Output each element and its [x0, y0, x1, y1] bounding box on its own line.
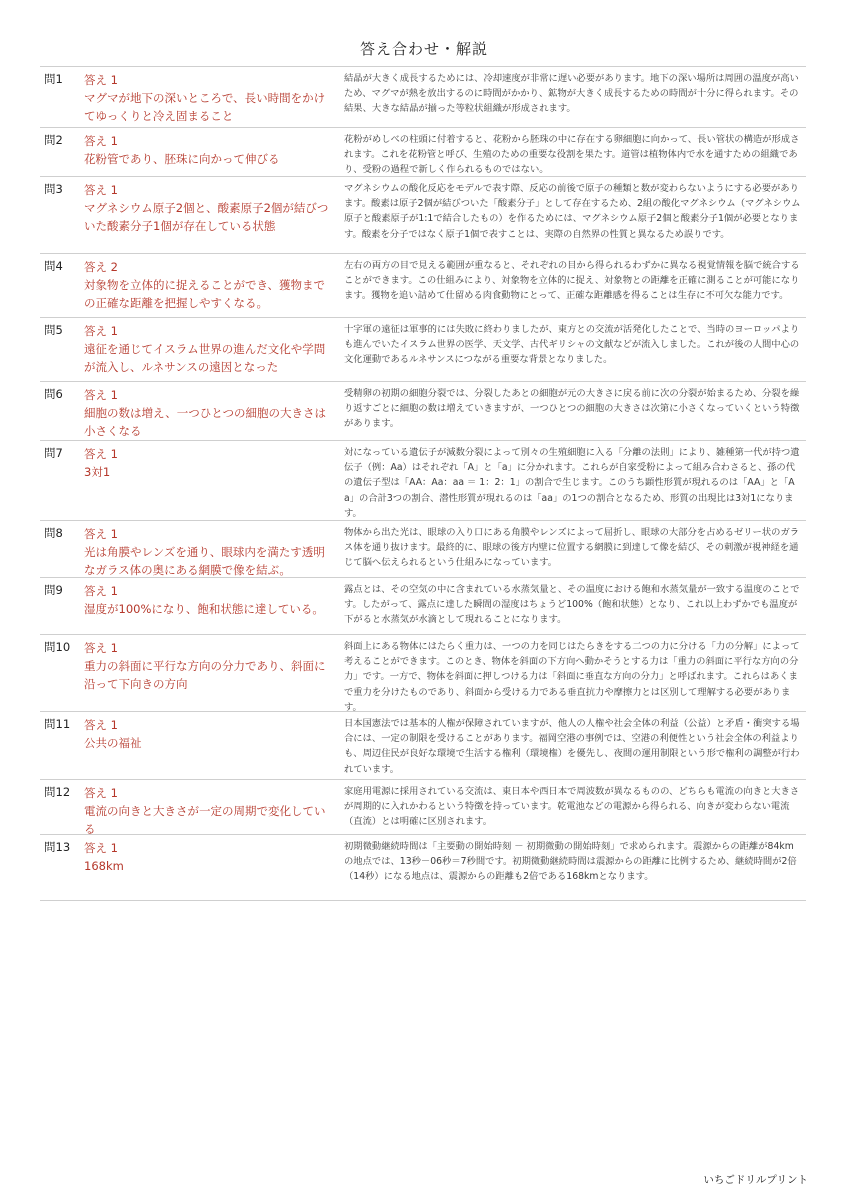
question-number: 問1	[44, 72, 63, 86]
answer-cell	[84, 582, 334, 618]
question-number: 問5	[44, 323, 63, 337]
answer-text: 168km	[84, 859, 124, 873]
answer-label: 答え 1	[84, 388, 118, 402]
answer-cell	[84, 181, 334, 235]
answer-label: 答え 1	[84, 527, 118, 541]
answer-text: 花粉管であり、胚珠に向かって伸びる	[84, 152, 280, 166]
answer-text: 湿度が100%になり、飽和状態に達している。	[84, 602, 324, 616]
question-number: 問3	[44, 182, 63, 196]
answer-row	[40, 521, 806, 578]
answer-row	[40, 441, 806, 521]
explanation-text: 物体から出た光は、眼球の入り口にある角膜やレンズによって屈折し、眼球の大部分を占めるゼリー状のガラス体を通り抜けます。最終的に、眼球の後方内壁に位置する網膜に到達して像を結び、その刺激が視神経を通じて脳へ伝えられるという仕組みになっています。	[344, 527, 800, 569]
answer-text: 電流の向きと大きさが一定の周期で変化している	[84, 804, 326, 836]
answer-row	[40, 578, 806, 635]
answer-row	[40, 254, 806, 318]
answer-text: 公共の福祉	[84, 736, 142, 750]
explanation-text: 十字軍の遠征は軍事的には失敗に終わりましたが、東方との交流が活発化したことで、当時のヨーロッパよりも進んでいたイスラム世界の医学、天文学、古代ギリシャの文献などが流入しました。これが後の人間中心の文化運動であるルネサンスにつながる重要な背景となりました。	[344, 324, 800, 366]
answer-row	[40, 382, 806, 441]
answer-row	[40, 835, 806, 901]
answer-cell	[84, 784, 334, 838]
answer-text: 細胞の数は増え、一つひとつの細胞の大きさは小さくなる	[84, 406, 326, 438]
answer-row	[40, 780, 806, 835]
answer-label: 答え 1	[84, 641, 118, 655]
explanation-text: 露点とは、その空気の中に含まれている水蒸気量と、その温度における飽和水蒸気量が一致する温度のことです。したがって、露点に達した瞬間の湿度はちょうど100%（飽和状態）となり、これ以上わずかでも温度が下がると水蒸気が水滴として現れることになります。	[344, 584, 800, 626]
answer-row	[40, 635, 806, 712]
explanation-text: 斜面上にある物体にはたらく重力は、一つの力を同じはたらきをする二つの力に分ける「力の分解」によって考えることができます。このとき、物体を斜面の下方向へ動かそうとする力は「重力の斜面に平行な方向の分力」です。一方で、物体を斜面に押しつける力は「斜面に垂直な方向の分力」と呼ばれます。これらはあくまで重力を分けたものであり、斜面から受ける力である垂直抗力や摩擦力とは区別して理解する必要があります。	[344, 641, 800, 713]
answer-row	[40, 318, 806, 382]
explanation-text: 左右の両方の目で見える範囲が重なると、それぞれの目から得られるわずかに異なる視覚情報を脳で統合することができます。この仕組みにより、対象物を立体的に捉え、対象物との距離を正確に測ることが可能になります。獲物を追い詰めて仕留める肉食動物にとって、正確な距離感を得ることは生存に不可欠な能力です。	[344, 260, 800, 302]
answer-text: 3対1	[84, 465, 111, 479]
answer-label: 答え 1	[84, 786, 118, 800]
answer-row	[40, 177, 806, 254]
answer-row	[40, 67, 806, 128]
answer-label: 答え 1	[84, 841, 118, 855]
answer-text: 対象物を立体的に捉えることができ、獲物までの正確な距離を把握しやすくなる。	[84, 278, 326, 310]
answer-cell	[84, 716, 334, 752]
answer-label: 答え 1	[84, 584, 118, 598]
explanation-text: 受精卵の初期の細胞分裂では、分裂したあとの細胞が元の大きさに戻る前に次の分裂が始まるため、分裂を繰り返すごとに細胞の数は増えていきますが、一つひとつの細胞の大きさは次第に小さくなっていくという特徴があります。	[344, 388, 800, 430]
page-title: 答え合わせ・解説	[359, 40, 488, 58]
answer-label: 答え 1	[84, 324, 118, 338]
explanation-text: 家庭用電源に採用されている交流は、東日本や西日本で周波数が異なるものの、どちらも電流の向きと大きさが周期的に入れかわるという特徴を持っています。乾電池などの電源から得られる、向きが変わらない電流（直流）とは明確に区別されます。	[344, 786, 800, 828]
answer-label: 答え 1	[84, 73, 118, 87]
explanation-text: 対になっている遺伝子が減数分裂によって別々の生殖細胞に入る「分離の法則」により、雑種第一代が持つ遺伝子（例：Aa）はそれぞれ「A」と「a」に分かれます。これらが自家受粉によって組み合わさると、孫の代の遺伝子型は「AA：Aa：aa ＝ 1：2：1」の割合で生じます。このうち顕性形質が現れるのは「AA」と「Aa」の合計3つの割合、潜性形質が現れるのは「aa」の1つの割合となるため、形質の出現比は3対1になります。	[344, 447, 800, 519]
answer-row	[40, 128, 806, 177]
question-number: 問10	[44, 640, 71, 654]
answer-cell	[84, 839, 334, 875]
answer-label: 答え 2	[84, 260, 118, 274]
footer-brand: いちごドリルプリント	[703, 1174, 808, 1186]
answer-text: マグネシウム原子2個と、酸素原子2個が結びついた酸素分子1個が存在している状態	[84, 201, 329, 233]
answer-row	[40, 712, 806, 780]
answer-cell	[84, 132, 334, 168]
answer-cell	[84, 258, 334, 312]
question-number: 問12	[44, 785, 71, 799]
explanation-text: マグネシウムの酸化反応をモデルで表す際、反応の前後で原子の種類と数が変わらないようにする必要があります。酸素は原子2個が結びついた「酸素分子」として存在するため、2組の酸化マグネシウム（マグネシウム原子と酸素原子が1:1で結合したもの）を作るためには、マグネシウム原子2個と酸素分子1個が必要となります。酸素を分子ではなく原子1個で表すことは、実際の自然界の性質と異なるため誤りです。	[344, 183, 801, 240]
question-number: 問11	[44, 717, 71, 731]
answer-cell	[84, 386, 334, 440]
answer-text: 遠征を通じてイスラム世界の進んだ文化や学問が流入し、ルネサンスの遠因となった	[84, 342, 326, 374]
question-number: 問6	[44, 387, 63, 401]
answer-cell	[84, 445, 334, 481]
question-number: 問13	[44, 840, 71, 854]
answer-cell	[84, 322, 334, 376]
explanation-text: 結晶が大きく成長するためには、冷却速度が非常に遅い必要があります。地下の深い場所は周囲の温度が高いため、マグマが熱を放出するのに時間がかかり、鉱物が大きく成長するための時間が十分に得られます。その結果、大きな結晶が揃った等粒状組織が形成されます。	[344, 73, 799, 115]
question-number: 問4	[44, 259, 63, 273]
answer-text: 重力の斜面に平行な方向の分力であり、斜面に沿って下向きの方向	[84, 659, 326, 691]
answer-text: 光は角膜やレンズを通り、眼球内を満たす透明なガラス体の奥にある網膜で像を結ぶ。	[84, 545, 325, 577]
answer-label: 答え 1	[84, 183, 118, 197]
question-number: 問2	[44, 133, 63, 147]
explanation-text: 日本国憲法では基本的人権が保障されていますが、他人の人権や社会全体の利益（公益）と矛盾・衝突する場合には、一定の制限を受けることがあります。福岡空港の事例では、空港の利便性という社会全体の利益よりも、周辺住民が良好な環境で生活する権利（環境権）を優先し、夜間の運用制限という形で権利の調整が行われています。	[344, 718, 800, 775]
answer-table	[40, 66, 806, 901]
answer-label: 答え 1	[84, 134, 118, 148]
answer-label: 答え 1	[84, 447, 118, 461]
question-number: 問8	[44, 526, 63, 540]
answer-label: 答え 1	[84, 718, 118, 732]
answer-cell	[84, 639, 334, 693]
explanation-text: 初期微動継続時間は「主要動の開始時刻 － 初期微動の開始時刻」で求められます。震源からの距離が84kmの地点では、13秒－06秒＝7秒間です。初期微動継続時間は震源からの距離に比例するため、継続時間が2倍（14秒）になる地点は、震源からの距離も2倍である168kmとなります。	[344, 841, 797, 883]
question-number: 問7	[44, 446, 63, 460]
explanation-text: 花粉がめしべの柱頭に付着すると、花粉から胚珠の中に存在する卵細胞に向かって、長い管状の構造が形成されます。これを花粉管と呼び、生殖のための重要な役割を果たす。道管は植物体内で水を通すための組織であり、受粉の過程で新しく作られるものではない。	[344, 134, 800, 176]
question-number: 問9	[44, 583, 63, 597]
answer-cell	[84, 71, 334, 125]
answer-text: マグマが地下の深いところで、長い時間をかけてゆっくりと冷え固まること	[84, 91, 326, 123]
answer-cell	[84, 525, 334, 579]
